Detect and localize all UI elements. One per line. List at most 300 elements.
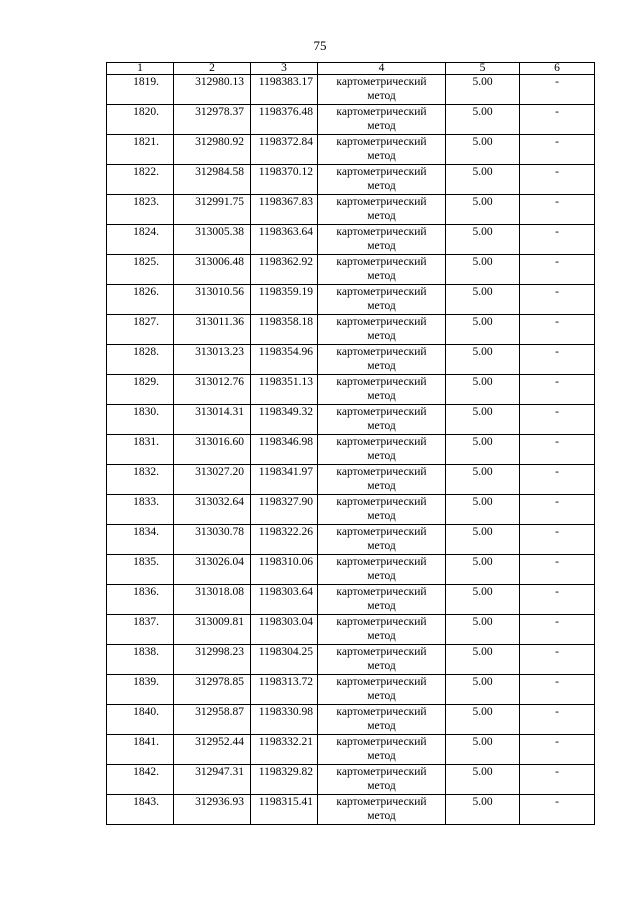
y-coordinate-text: 1198362.92: [258, 256, 313, 268]
method-cell: [318, 105, 446, 135]
method-text: метод: [367, 270, 396, 282]
method-cell: [318, 255, 446, 285]
table-row: [107, 735, 595, 765]
point-number-cell: [107, 465, 174, 495]
table-row: [107, 375, 595, 405]
accuracy-text: 5.00: [472, 646, 493, 658]
x-coordinate-text: 312984.58: [195, 166, 244, 178]
note-cell: [520, 735, 595, 765]
page-number: 75: [313, 38, 327, 53]
x-coordinate-cell: [174, 255, 251, 285]
method-text: картометрический: [336, 376, 427, 388]
note-text: -: [555, 76, 559, 88]
note-cell: [520, 75, 595, 105]
method-text: метод: [367, 690, 396, 702]
table-row: [107, 765, 595, 795]
method-text: картометрический: [336, 106, 427, 118]
x-coordinate-cell: [174, 645, 251, 675]
method-text: метод: [367, 240, 396, 252]
point-number-text: 1826.: [133, 286, 159, 298]
coordinates-table: [106, 62, 595, 825]
accuracy-cell: [446, 705, 520, 735]
note-cell: [520, 165, 595, 195]
x-coordinate-text: 313026.04: [195, 556, 244, 568]
accuracy-cell: [446, 375, 520, 405]
y-coordinate-cell: [251, 525, 318, 555]
point-number-text: 1843.: [133, 796, 159, 808]
accuracy-text: 5.00: [472, 166, 493, 178]
accuracy-text: 5.00: [472, 466, 493, 478]
y-coordinate-text: 1198383.17: [258, 76, 313, 88]
method-cell: [318, 375, 446, 405]
method-text: картометрический: [336, 406, 427, 418]
y-coordinate-cell: [251, 615, 318, 645]
point-number-cell: [107, 615, 174, 645]
y-coordinate-cell: [251, 255, 318, 285]
x-coordinate-text: 313016.60: [195, 436, 244, 448]
method-cell: [318, 405, 446, 435]
table-row: [107, 525, 595, 555]
accuracy-text: 5.00: [472, 346, 493, 358]
y-coordinate-text: 1198358.18: [258, 316, 313, 328]
x-coordinate-text: 312947.31: [195, 766, 244, 778]
table-row: [107, 495, 595, 525]
note-text: -: [555, 346, 559, 358]
point-number-cell: [107, 645, 174, 675]
point-number-cell: [107, 105, 174, 135]
method-cell: [318, 435, 446, 465]
x-coordinate-cell: [174, 165, 251, 195]
accuracy-text: 5.00: [472, 736, 493, 748]
method-cell: [318, 525, 446, 555]
note-cell: [520, 765, 595, 795]
note-text: -: [555, 286, 559, 298]
method-cell: [318, 225, 446, 255]
method-text: метод: [367, 540, 396, 552]
point-number-cell: [107, 765, 174, 795]
column-header: 5: [446, 63, 520, 75]
table-row: [107, 75, 595, 105]
point-number-cell: [107, 435, 174, 465]
x-coordinate-cell: [174, 765, 251, 795]
y-coordinate-cell: [251, 735, 318, 765]
method-text: метод: [367, 570, 396, 582]
method-text: картометрический: [336, 256, 427, 268]
y-coordinate-text: 1198370.12: [258, 166, 313, 178]
y-coordinate-text: 1198341.97: [258, 466, 313, 478]
accuracy-text: 5.00: [472, 586, 493, 598]
table-row: [107, 645, 595, 675]
method-text: метод: [367, 480, 396, 492]
y-coordinate-cell: [251, 135, 318, 165]
y-coordinate-cell: [251, 495, 318, 525]
x-coordinate-text: 313018.08: [195, 586, 244, 598]
method-text: метод: [367, 630, 396, 642]
note-text: -: [555, 646, 559, 658]
x-coordinate-cell: [174, 75, 251, 105]
column-header: 2: [174, 63, 251, 75]
header-row: [107, 63, 595, 75]
note-text: -: [555, 406, 559, 418]
x-coordinate-cell: [174, 225, 251, 255]
accuracy-cell: [446, 315, 520, 345]
accuracy-cell: [446, 795, 520, 825]
x-coordinate-cell: [174, 465, 251, 495]
note-text: -: [555, 256, 559, 268]
x-coordinate-cell: [174, 525, 251, 555]
method-text: картометрический: [336, 436, 427, 448]
method-text: метод: [367, 180, 396, 192]
y-coordinate-cell: [251, 315, 318, 345]
note-text: -: [555, 106, 559, 118]
point-number-cell: [107, 705, 174, 735]
y-coordinate-text: 1198313.72: [258, 676, 313, 688]
x-coordinate-text: 313006.48: [195, 256, 244, 268]
y-coordinate-cell: [251, 375, 318, 405]
method-text: картометрический: [336, 316, 427, 328]
x-coordinate-cell: [174, 615, 251, 645]
point-number-text: 1829.: [133, 376, 159, 388]
y-coordinate-text: 1198359.19: [258, 286, 313, 298]
table-row: [107, 285, 595, 315]
accuracy-cell: [446, 285, 520, 315]
method-text: картометрический: [336, 766, 427, 778]
x-coordinate-cell: [174, 555, 251, 585]
accuracy-cell: [446, 465, 520, 495]
note-cell: [520, 645, 595, 675]
x-coordinate-cell: [174, 795, 251, 825]
accuracy-text: 5.00: [472, 706, 493, 718]
method-text: картометрический: [336, 226, 427, 238]
note-text: -: [555, 436, 559, 448]
column-header: 6: [520, 63, 595, 75]
note-text: -: [555, 736, 559, 748]
y-coordinate-text: 1198327.90: [258, 496, 313, 508]
x-coordinate-text: 312952.44: [195, 736, 244, 748]
note-text: -: [555, 166, 559, 178]
point-number-text: 1821.: [133, 136, 159, 148]
y-coordinate-text: 1198315.41: [258, 796, 313, 808]
y-coordinate-text: 1198332.21: [258, 736, 313, 748]
method-text: метод: [367, 600, 396, 612]
method-text: картометрический: [336, 496, 427, 508]
method-cell: [318, 195, 446, 225]
x-coordinate-cell: [174, 405, 251, 435]
method-text: метод: [367, 810, 396, 822]
table-row: [107, 165, 595, 195]
y-coordinate-cell: [251, 165, 318, 195]
method-cell: [318, 645, 446, 675]
table-row: [107, 555, 595, 585]
accuracy-cell: [446, 765, 520, 795]
accuracy-cell: [446, 165, 520, 195]
y-coordinate-text: 1198346.98: [258, 436, 313, 448]
method-cell: [318, 705, 446, 735]
method-text: метод: [367, 150, 396, 162]
note-text: -: [555, 766, 559, 778]
table-row: [107, 795, 595, 825]
point-number-cell: [107, 375, 174, 405]
note-cell: [520, 555, 595, 585]
point-number-text: 1827.: [133, 316, 159, 328]
method-text: метод: [367, 450, 396, 462]
accuracy-cell: [446, 345, 520, 375]
point-number-text: 1830.: [133, 406, 159, 418]
y-coordinate-cell: [251, 645, 318, 675]
note-cell: [520, 675, 595, 705]
note-cell: [520, 525, 595, 555]
point-number-cell: [107, 195, 174, 225]
note-text: -: [555, 616, 559, 628]
point-number-text: 1836.: [133, 586, 159, 598]
x-coordinate-cell: [174, 345, 251, 375]
note-cell: [520, 285, 595, 315]
note-text: -: [555, 496, 559, 508]
table-row: [107, 195, 595, 225]
point-number-text: 1833.: [133, 496, 159, 508]
method-text: метод: [367, 90, 396, 102]
y-coordinate-cell: [251, 465, 318, 495]
point-number-cell: [107, 285, 174, 315]
y-coordinate-text: 1198330.98: [258, 706, 313, 718]
x-coordinate-text: 312936.93: [195, 796, 244, 808]
point-number-cell: [107, 165, 174, 195]
y-coordinate-cell: [251, 705, 318, 735]
point-number-text: 1825.: [133, 256, 159, 268]
x-coordinate-text: 312978.37: [195, 106, 244, 118]
x-coordinate-cell: [174, 735, 251, 765]
method-text: картометрический: [336, 466, 427, 478]
method-text: картометрический: [336, 136, 427, 148]
y-coordinate-text: 1198367.83: [258, 196, 313, 208]
method-cell: [318, 135, 446, 165]
accuracy-cell: [446, 195, 520, 225]
accuracy-cell: [446, 525, 520, 555]
accuracy-text: 5.00: [472, 376, 493, 388]
method-text: метод: [367, 390, 396, 402]
method-text: метод: [367, 780, 396, 792]
y-coordinate-cell: [251, 675, 318, 705]
method-text: метод: [367, 120, 396, 132]
table-row: [107, 615, 595, 645]
note-cell: [520, 105, 595, 135]
x-coordinate-text: 312980.92: [195, 136, 244, 148]
note-cell: [520, 255, 595, 285]
point-number-text: 1842.: [133, 766, 159, 778]
y-coordinate-cell: [251, 765, 318, 795]
method-cell: [318, 315, 446, 345]
accuracy-cell: [446, 555, 520, 585]
point-number-cell: [107, 675, 174, 705]
x-coordinate-cell: [174, 435, 251, 465]
accuracy-cell: [446, 615, 520, 645]
accuracy-text: 5.00: [472, 406, 493, 418]
y-coordinate-cell: [251, 435, 318, 465]
x-coordinate-cell: [174, 585, 251, 615]
method-text: метод: [367, 300, 396, 312]
accuracy-text: 5.00: [472, 436, 493, 448]
method-text: картометрический: [336, 646, 427, 658]
column-header: 4: [318, 63, 446, 75]
point-number-cell: [107, 75, 174, 105]
method-cell: [318, 585, 446, 615]
accuracy-text: 5.00: [472, 136, 493, 148]
note-text: -: [555, 526, 559, 538]
method-cell: [318, 555, 446, 585]
method-text: метод: [367, 510, 396, 522]
note-text: -: [555, 196, 559, 208]
x-coordinate-text: 313032.64: [195, 496, 244, 508]
point-number-text: 1822.: [133, 166, 159, 178]
note-cell: [520, 615, 595, 645]
x-coordinate-cell: [174, 495, 251, 525]
point-number-text: 1820.: [133, 106, 159, 118]
x-coordinate-text: 313030.78: [195, 526, 244, 538]
method-cell: [318, 675, 446, 705]
accuracy-text: 5.00: [472, 256, 493, 268]
x-coordinate-cell: [174, 195, 251, 225]
method-text: картометрический: [336, 586, 427, 598]
method-text: картометрический: [336, 796, 427, 808]
table-row: [107, 105, 595, 135]
y-coordinate-text: 1198303.64: [258, 586, 313, 598]
column-header: 3: [251, 63, 318, 75]
note-cell: [520, 585, 595, 615]
accuracy-cell: [446, 735, 520, 765]
point-number-cell: [107, 795, 174, 825]
y-coordinate-cell: [251, 225, 318, 255]
x-coordinate-text: 312980.13: [195, 76, 244, 88]
accuracy-text: 5.00: [472, 316, 493, 328]
method-text: картометрический: [336, 616, 427, 628]
method-text: метод: [367, 720, 396, 732]
method-text: метод: [367, 660, 396, 672]
point-number-text: 1840.: [133, 706, 159, 718]
note-cell: [520, 465, 595, 495]
x-coordinate-text: 313027.20: [195, 466, 244, 478]
point-number-cell: [107, 495, 174, 525]
method-text: картометрический: [336, 286, 427, 298]
point-number-cell: [107, 315, 174, 345]
x-coordinate-cell: [174, 315, 251, 345]
method-cell: [318, 615, 446, 645]
accuracy-text: 5.00: [472, 766, 493, 778]
method-cell: [318, 165, 446, 195]
point-number-text: 1835.: [133, 556, 159, 568]
accuracy-text: 5.00: [472, 676, 493, 688]
x-coordinate-text: 312991.75: [195, 196, 244, 208]
note-cell: [520, 345, 595, 375]
table-row: [107, 255, 595, 285]
y-coordinate-text: 1198363.64: [258, 226, 313, 238]
method-text: картометрический: [336, 166, 427, 178]
y-coordinate-text: 1198372.84: [258, 136, 313, 148]
note-cell: [520, 705, 595, 735]
table-row: [107, 705, 595, 735]
note-cell: [520, 495, 595, 525]
x-coordinate-cell: [174, 285, 251, 315]
method-cell: [318, 765, 446, 795]
point-number-text: 1841.: [133, 736, 159, 748]
accuracy-cell: [446, 585, 520, 615]
accuracy-cell: [446, 405, 520, 435]
point-number-text: 1828.: [133, 346, 159, 358]
accuracy-text: 5.00: [472, 526, 493, 538]
method-cell: [318, 735, 446, 765]
point-number-cell: [107, 585, 174, 615]
method-text: картометрический: [336, 346, 427, 358]
method-text: метод: [367, 210, 396, 222]
method-cell: [318, 495, 446, 525]
x-coordinate-cell: [174, 135, 251, 165]
x-coordinate-text: 313012.76: [195, 376, 244, 388]
accuracy-cell: [446, 105, 520, 135]
y-coordinate-cell: [251, 105, 318, 135]
accuracy-cell: [446, 645, 520, 675]
method-cell: [318, 795, 446, 825]
table-row: [107, 345, 595, 375]
x-coordinate-cell: [174, 105, 251, 135]
method-text: картометрический: [336, 556, 427, 568]
method-text: картометрический: [336, 676, 427, 688]
note-cell: [520, 405, 595, 435]
note-cell: [520, 135, 595, 165]
note-text: -: [555, 136, 559, 148]
accuracy-cell: [446, 225, 520, 255]
note-cell: [520, 435, 595, 465]
x-coordinate-cell: [174, 705, 251, 735]
note-cell: [520, 225, 595, 255]
method-text: картометрический: [336, 76, 427, 88]
method-cell: [318, 75, 446, 105]
x-coordinate-text: 313010.56: [195, 286, 244, 298]
accuracy-cell: [446, 75, 520, 105]
y-coordinate-text: 1198322.26: [258, 526, 313, 538]
note-text: -: [555, 376, 559, 388]
accuracy-text: 5.00: [472, 616, 493, 628]
y-coordinate-cell: [251, 195, 318, 225]
method-text: картометрический: [336, 196, 427, 208]
point-number-text: 1838.: [133, 646, 159, 658]
method-cell: [318, 465, 446, 495]
table-row: [107, 465, 595, 495]
method-text: метод: [367, 750, 396, 762]
point-number-cell: [107, 405, 174, 435]
y-coordinate-text: 1198376.48: [258, 106, 313, 118]
y-coordinate-cell: [251, 405, 318, 435]
x-coordinate-text: 313009.81: [195, 616, 244, 628]
y-coordinate-cell: [251, 795, 318, 825]
note-text: -: [555, 706, 559, 718]
method-cell: [318, 345, 446, 375]
y-coordinate-text: 1198351.13: [258, 376, 313, 388]
note-text: -: [555, 676, 559, 688]
point-number-cell: [107, 525, 174, 555]
point-number-text: 1824.: [133, 226, 159, 238]
point-number-cell: [107, 555, 174, 585]
accuracy-text: 5.00: [472, 496, 493, 508]
x-coordinate-text: 313011.36: [195, 316, 244, 328]
point-number-cell: [107, 735, 174, 765]
y-coordinate-cell: [251, 585, 318, 615]
point-number-cell: [107, 255, 174, 285]
y-coordinate-text: 1198349.32: [258, 406, 313, 418]
method-text: метод: [367, 360, 396, 372]
x-coordinate-cell: [174, 375, 251, 405]
accuracy-text: 5.00: [472, 196, 493, 208]
point-number-text: 1823.: [133, 196, 159, 208]
table-row: [107, 675, 595, 705]
